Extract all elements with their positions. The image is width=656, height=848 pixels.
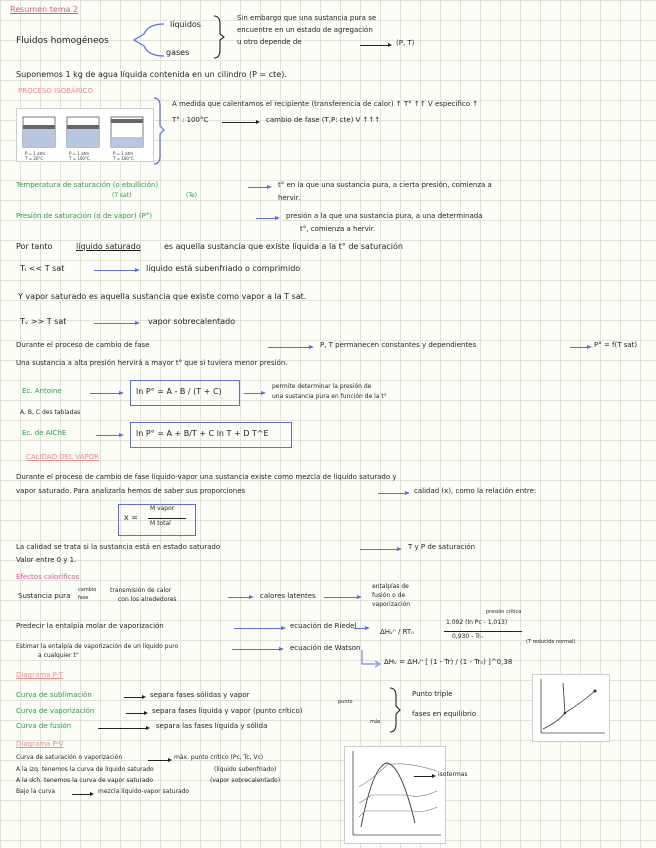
arrow-icon [248,187,270,188]
curva-vaporizacion-label: Curva de vaporización [16,707,95,715]
efectos-sust-a: Sustancia pura [18,592,71,600]
punto-triple: Punto triple [412,690,453,698]
tl-desc: líquido está subenfriado o comprimido [146,264,301,273]
diagrama-pv-title: Diagrama P-V [16,740,64,748]
fluidos-brace [212,14,226,60]
temp-saturacion-sym2: (Te) [186,192,198,199]
fluidos-bracket [130,20,166,60]
cylinder-figure [16,108,154,162]
antoine-desc-2: una sustancia pura en función de la t° [272,393,387,400]
curva-vaporizacion-desc: separa fases líquida y vapor (punto crítico) [152,707,303,715]
efectos-sust-b: transmisión de calor [110,587,172,594]
pv-line-3b: (vapor sobrecalentado) [210,777,281,784]
pv-line-1b: máx. punto crítico (Pc, Tc, Vc) [174,754,264,761]
arrow-icon [90,393,122,394]
isobarico-line-2b: cambio de fase (T,P: cte) V ↑↑↑ [266,116,381,124]
calores-latentes: calores latentes [260,592,316,600]
efectos-sust-small-1: cambio [78,587,97,593]
pres-saturacion-desc-2: t°, comienza a hervir. [300,225,376,233]
isobarico-bracket [152,96,166,166]
durante-b: P, T permanecen constantes y dependientes [320,341,477,349]
curva-sublimacion-label: Curva de sublimación [16,691,92,699]
svg-text:T = 20°C: T = 20°C [25,156,44,161]
mas-note: más [370,719,381,725]
predecir-text: Predecir la entalpía molar de vaporización [16,622,164,630]
por-tanto-a: Por tanto [16,242,53,251]
arrow-icon [94,323,138,324]
riedel-note: (T reducida normal) [526,639,576,645]
antoine-abc: A, B, C des tabladas [20,409,81,416]
svg-text:T = 100°C: T = 100°C [69,156,90,161]
arrow-icon [414,776,434,777]
fluidos-label: Fluidos homogéneos [16,36,109,46]
antoine-formula: ln P° = A - B / (T + C) [136,387,222,396]
fraction-line [444,631,522,632]
pv-line-1a: Curva de saturación o vaporización [16,754,123,761]
vapor-saturado-text: Y vapor saturado es aquella sustancia que existe como vapor a la T sat. [18,292,307,301]
entalpias-3: vaporización [372,601,411,608]
efectos-sust-c: con los alrededores [118,596,177,603]
arrow-icon [124,697,144,698]
temp-saturacion-label: Temperatura de saturación (o ebullición) [16,181,159,189]
durante-c: P° = f(T sat) [594,341,638,349]
efectos-title: Efectos caloríficos [16,573,80,581]
page-title: Resumen tema 2 [10,5,79,14]
isotermas-label: isotermas [438,771,468,778]
por-tanto-underline: líquido saturado [76,242,141,251]
arrow-icon [360,549,400,550]
aiche-formula: ln P° = A + B/T + C ln T + D T^E [136,429,269,438]
isobarico-line-1: A medida que calentamos el recipiente (transferencia de calor) ↑ T° ↑↑ V específico ↑ [172,100,479,108]
pc-note: punto [338,699,353,705]
fluidos-note-3: u otro depende de [237,38,302,46]
por-tanto-b: es aquella sustancia que existe líquida a la t° de saturación [164,242,403,251]
liquidos-label: líquidos [170,20,201,29]
diagrama-pt-title: Diagrama P-T [16,671,63,679]
estimar-text-1: Estimar la entalpía de vaporización de un líquido puro [16,643,179,650]
proceso-isobarico-title: PROCESO ISOBÁRICO [18,87,94,95]
riedel-formula-num: 1,092 (ln Pc - 1,013) [446,619,508,626]
calidad-line-2b: calidad (x), como la relación entre: [414,487,537,495]
isobarico-line-2a: T° : 100°C [172,116,209,124]
calidad-num: M vapor [150,505,175,512]
watson-formula: ΔHᵥ = ΔHᵥⁿ [ (1 - Tr) / (1 - Trₙ) ]^0,38 [384,658,513,666]
svg-text:T = 100°C: T = 100°C [113,156,134,161]
fluidos-note-1: Sin embargo que una sustancia pura se [237,14,377,22]
arrow-icon [360,45,390,46]
arrow-icon [244,393,264,394]
arrow-icon [96,435,122,436]
tl-symbol: Tₗ << T sat [20,264,65,273]
pv-line-2a: A la izq. tenemos la curva de líquido saturado [16,766,154,773]
curva-fusion-label: Curva de fusión [16,722,72,730]
fluidos-note-pt: (P, T) [396,39,415,47]
riedel-note-2: presión crítica [486,609,522,615]
arrow-icon [570,347,590,348]
svg-text:P = 1 atm: P = 1 atm [69,151,90,156]
pres-saturacion-label: Presión de saturación (o de vapor) (P°) [16,212,153,220]
fraction-line [148,518,186,519]
riedel-label: ecuación de Riedel [290,622,357,630]
calidad-line-3a: La calidad se trata si la sustancia está en estado saturado [16,543,221,551]
temp-saturacion-desc-2: hervir. [278,194,301,202]
arrow-icon [228,597,252,598]
arrow-icon [256,218,278,219]
gases-label: gases [166,48,190,57]
entalpias-1: entalpías de [372,583,409,590]
antoine-label: Ec. Antoine [22,387,62,395]
arrow-icon [324,597,360,598]
durante-a: Durante el proceso de cambio de fase [16,341,150,349]
pv-line-3a: A la dch. tenemos la curva de vapor saturado [16,777,154,784]
calidad-line-1: Durante el proceso de cambio de fase líquido-vapor una sustancia existe como mezcla de líquido saturado y [16,473,397,481]
pv-line-4b: mezcla líquido-vapor saturado [98,788,190,795]
arrow-icon [378,493,408,494]
calidad-line-4: Valor entre 0 y 1. [16,556,77,564]
watson-arrow-icon [360,648,382,668]
svg-text:P = 1 atm: P = 1 atm [25,151,46,156]
arrow-icon [232,649,282,650]
entalpias-2: fusión o de [372,592,406,599]
pv-line-2b: (líquido subenfriado) [214,766,277,773]
aiche-label: Ec. de AIChE [22,429,67,437]
pv-diagram-figure [344,746,446,844]
tv-symbol: Tᵥ >> T sat [20,317,67,326]
temp-saturacion-desc-1: t° en la que una sustancia pura, a cierta presión, comienza a [278,181,492,189]
riedel-formula-left: ΔHᵥⁿ / RTₙ [380,628,414,636]
svg-text:P = 1 atm: P = 1 atm [113,151,134,156]
calidad-title: CALIDAD DEL VAPOR [26,453,99,461]
arrow-icon [354,628,368,629]
watson-label: ecuación de Watson [290,644,361,652]
pv-line-4a: Bajo la curva [16,788,56,795]
arrow-icon [222,122,258,123]
arrow-icon [72,794,92,795]
pt-diagram-figure [532,674,610,742]
temp-saturacion-sym1: (T sat) [112,192,132,199]
arrow-icon [98,728,148,729]
calidad-x: x = [124,513,138,522]
calidad-den: M total [150,520,171,527]
pt-brace [388,686,402,734]
durante-line-2: Una sustancia a alta presión hervirá a mayor t° que si tuviera menor presión. [16,359,288,367]
efectos-sust-small-2: fase [78,595,89,601]
arrow-icon [148,760,170,761]
calidad-line-2a: vapor saturado. Para analizarla hemos de saber sus proporciones [16,487,246,495]
fluidos-note-2: encuentre en un estado de agregación [237,26,373,34]
riedel-formula-den: 0,930 - Trₙ [452,633,483,640]
arrow-icon [268,347,312,348]
arrow-icon [126,713,146,714]
antoine-desc-1: permite determinar la presión de [272,383,372,390]
arrow-icon [94,270,138,271]
fases-equilibrio: fases en equilibrio [412,710,477,718]
arrow-icon [234,628,284,629]
tv-desc: vapor sobrecalentado [148,317,236,326]
curva-fusion-desc: separa las fases líquida y sólida [156,722,268,730]
pres-saturacion-desc-1: presión a la que una sustancia pura, a una determinada [286,212,483,220]
suponemos-text: Suponemos 1 kg de agua líquida contenida en un cilindro (P = cte). [16,70,287,79]
calidad-line-3b: T y P de saturación [408,543,476,551]
estimar-text-2: a cualquier t° [38,652,79,659]
curva-sublimacion-desc: separa fases sólidas y vapor [150,691,250,699]
